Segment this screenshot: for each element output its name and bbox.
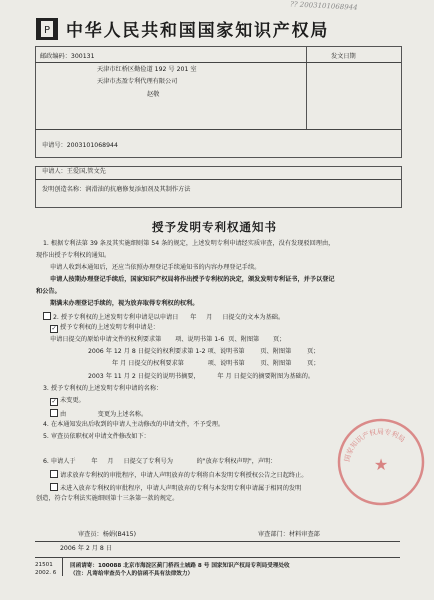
checkbox-checked: ✓: [51, 398, 57, 405]
para-1-line-6: 期满未办理登记手续的，视为放弃取得专利权的权利。: [50, 300, 199, 307]
revision-row-1: 2006 年 12 月 8 日提交的权利要求第 1-2 项、说明书第 页、附图第 页；: [88, 348, 320, 355]
office-title: 中华人民共和国国家知识产权局: [66, 21, 330, 41]
para-2-check: ✓ 授予专利权的上述发明专利申请是：: [51, 324, 159, 332]
para-1-line-3: 申请人收到本通知后，还应当依照办理登记手续通知书的内容办理登记手续。: [50, 264, 261, 271]
examiner-name: 审查员：杨娟(B415): [78, 531, 137, 538]
addr-line2: 天津市杰盈专利代理有限公司: [97, 78, 178, 85]
form-version: 2002. 6: [35, 570, 57, 576]
para-3-opt1: ✓ 未变更。: [51, 397, 85, 405]
para-1-line-4: 申请人按期办理登记手续后，国家知识产权局将作出授予专利权的决定，颁发发明专利证书，并予以登记: [50, 276, 335, 283]
revision-row-2: 年 月 日提交的权利要求第 项、说明书第 页、附图第 页；: [112, 360, 320, 367]
return-address: 回函请寄：100088 北京市海淀区蓟门桥西土城路 8 号 国家知识产权局专利局受理处收: [70, 563, 290, 569]
form-code: 21501: [35, 562, 53, 568]
postcode: 邮政编码：300131: [40, 53, 95, 60]
svg-text:P: P: [43, 25, 51, 36]
svg-text:国家知识产权局专利局: 国家知识产权局专利局: [343, 427, 407, 463]
handwritten-note: ?? 2003101068944: [289, 0, 358, 12]
para-1-line-1: 1. 根据专利法第 39 条及其实施细则第 54 条的规定，上述发明专利申请经实质审查，没有发现驳回理由，: [43, 240, 335, 247]
application-no: 申请号：2003101068944: [42, 142, 118, 149]
applicant: 申请人：王爱国,管文先: [42, 168, 106, 175]
para-6-opt1: 请求放弃专利权的审批程序，申请人声明放弃的专利将自本发明专利授权公告之日起终止。: [50, 470, 308, 480]
notice-title: 授予发明专利权通知书: [152, 220, 277, 234]
para-3-opt2: 由 变更为上述名称。: [50, 409, 147, 419]
orig-docs-row: 申请日提交的原始申请文件的权利要求第 项、说明书第 1-6 页、附图第 页；: [50, 336, 286, 343]
checkbox: [50, 470, 58, 478]
para-5: 5. 审查员依职权对申请文件修改如下：: [43, 433, 150, 440]
para-6: 6. 申请人于 年 月 日提交了专利号为 的"放弃专利权声明"，声明：: [43, 458, 277, 465]
para-1-line-2: 现作出授予专利权的通知。: [36, 252, 111, 259]
para-1-line-5: 和公告。: [36, 288, 61, 295]
para-4: 4. 在本通知发出后收到的申请人主动修改的申请文件，不予受理。: [43, 421, 225, 428]
para-2: 2. 授予专利权的上述发明专利申请是以申请日 年 月 日提交的文本为基础。: [43, 312, 284, 322]
issue-date: 2006 年 2 月 8 日: [60, 545, 113, 552]
cnipa-logo-icon: [36, 18, 58, 40]
svg-text:★: ★: [373, 455, 389, 474]
invention-name: 发明创造名称：润滑油的抗磨修复添加剂及其制作方法: [42, 186, 191, 193]
para-3: 3. 授予专利权的上述发明专利申请的名称：: [43, 385, 163, 392]
checkbox: [50, 409, 58, 417]
return-note: （注：凡寄给审查员个人的信函不具有法律效力）: [70, 571, 194, 577]
para-6-opt3b: 创造，符合专利法实施细则第十三条第一款的规定。: [36, 495, 179, 502]
examiner-dept: 审查部门：材料审查部: [258, 531, 320, 538]
para-6-opt3a: 未进入放弃专利权的审批程序，申请人声明放弃的专利与本发明专利申请属于相同的发明: [50, 483, 301, 493]
checkbox: [50, 483, 58, 491]
addr-line3: 赵敬: [147, 91, 160, 98]
addr-line1: 天津市红桥区勤俭道 192 号 201 室: [97, 66, 197, 73]
checkbox: [43, 312, 51, 320]
checkbox-checked: ✓: [51, 325, 57, 332]
official-seal: [335, 416, 427, 508]
issue-date-label: 发文日期: [331, 53, 356, 60]
revision-row-3: 2003 年 11 月 2 日提交的说明书摘要， 年 月 日提交的摘要附图为基础的。: [88, 373, 315, 380]
